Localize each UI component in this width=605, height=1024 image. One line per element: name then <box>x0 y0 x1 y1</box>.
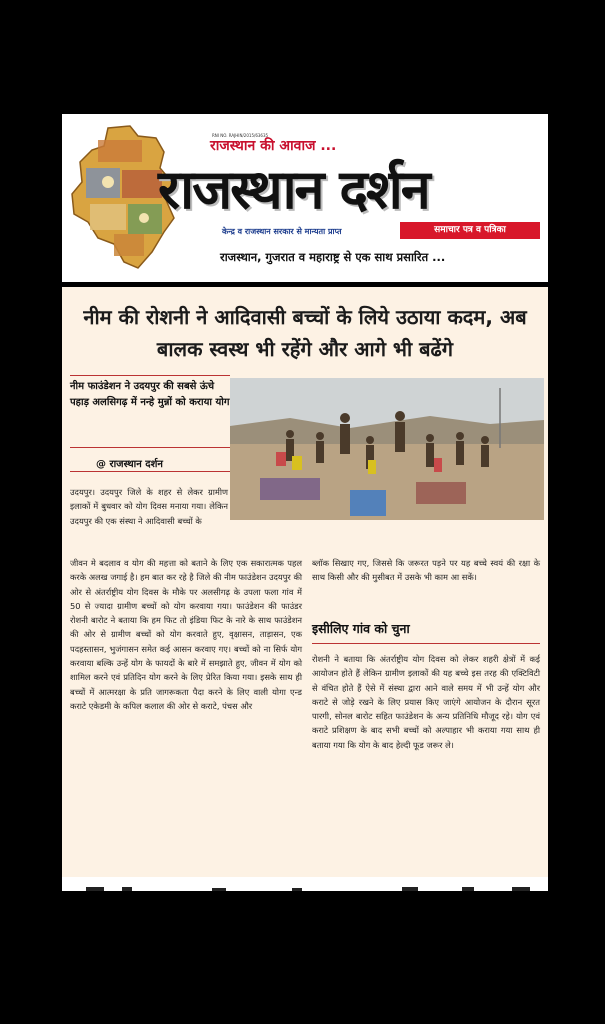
masthead <box>62 114 548 282</box>
article-column-2: रोशनी ने बताया कि अंतर्राष्ट्रीय योग दिवस को लेकर शहरी क्षेत्रों में कई आयोजन होते हैं लेकिन ग्रामीण इलाकों की यह बच्चे इस तरह की एक्टिविटी से वंचित होते हैं ऐसे में संस्था द्वारा आने वाले समय में भी उन्हें योग और कराटे से जोड़े रखने के लिए प्रयास किए जाएंगे आयोजन के दौरान सूरत पारगी, सोनल बारोट सहित फाउंडेशन के अन्य प्रतिनिधि मौजूद रहे। योग एवं कराटे प्रशिक्षण के बाद सभी बच्चों को अल्पाहार भी कराया गया साथ ही बताया गया कि योग के बाद हेल्दी फूड जरूर ले। <box>312 654 540 750</box>
article-subhead: नीम फाउंडेशन ने उदयपुर की सबसे ऊंचे पहाड़ अलसिगढ़ में नन्हे मुन्नों को कराया योग <box>70 381 230 408</box>
broadcast-regions: राजस्थान, गुजरात व महाराष्ट्र से एक साथ प्रसारित ... <box>220 250 446 264</box>
article-column-2-top: ब्लॉक सिखाए गए, जिससे कि जरूरत पड़ने पर यह बच्चे स्वयं की रक्षा के साथ किसी और की मुसीबत में उसके भी काम आ सकें। <box>312 558 540 583</box>
section-subheading: इसीलिए गांव को चुना <box>312 621 410 636</box>
cutoff-text-fragments <box>62 878 548 891</box>
publication-type-badge: समाचार पत्र व पत्रिका <box>400 222 540 239</box>
article-column-1: जीवन मे बदलाव व योग की महत्ता को बताने के लिए एक सकारात्मक पहल करके अलख जगाई है। हम बात कर रहे है जिले की नीम फाउंडेशन उदयपुर की ओर से अंतर्राष्ट्रीय योग दिवस के मौके पर अलसीगढ़ के उपला फला गांव में 50 से ज्यादा ग्रामीण बच्चों को योग करवाया गया। फाउंडेशन की फाउंडर रोशनी बारोट ने बताया कि हम फिट तो इंडिया फिट के नारे के साथ फाउंडेशन की ओर से ग्रामीण बच्चों को योग करवाते हुए, वृक्षासन, ताड़ासन, एक पदहस्तासन, भुजंगासन समेत कई आसन करवाए गए। बच्चों को ना सिर्फ योग करवाया बल्कि उन्हें योग के फायदों के बारे में समझाते हुए, जीवन में योग को शामिल करने एवं प्रतिदिन योग करने के लिए प्रेरित किया गया। इसके साथ ही बच्चों में आत्मरक्षा के प्रति जागरूकता पैदा करने के लिए वाली योगा एन्ड कराटे एकेडमी के कपिल कलाल की ओर से कराटे, पंचस और <box>70 558 302 711</box>
recognition-text: केन्द्र व राजस्थान सरकार से मान्यता प्राप्त <box>222 227 342 236</box>
next-article-cutoff <box>62 877 548 891</box>
masthead-tagline: राजस्थान की आवाज ... <box>210 138 337 154</box>
newspaper-title: राजस्थान दर्शन <box>158 158 429 221</box>
article-headline: नीम की रोशनी ने आदिवासी बच्चों के लिये उठाया कदम, अब बालक स्वस्थ भी रहेंगे और आगे भी बढेंगे <box>83 305 527 361</box>
article <box>62 287 548 877</box>
rni-number: RNI NO. RAJHIN/2015/63635 <box>212 133 269 138</box>
article-byline: @ राजस्थान दर्शन <box>96 459 163 470</box>
subhead-top-rule <box>70 375 230 376</box>
byline-bottom-rule <box>70 471 230 472</box>
byline-top-rule <box>70 447 230 448</box>
subheading-rule <box>312 643 540 644</box>
yoga-children-photo <box>230 378 544 520</box>
article-column-1-top: उदयपुर। उदयपुर जिले के शहर से लेकर ग्रामीण इलाकों में बुधवार को योग दिवस मनाया गया। लेकिन उदयपुर की एक संस्था ने आदिवासी बच्चों के <box>70 487 228 526</box>
